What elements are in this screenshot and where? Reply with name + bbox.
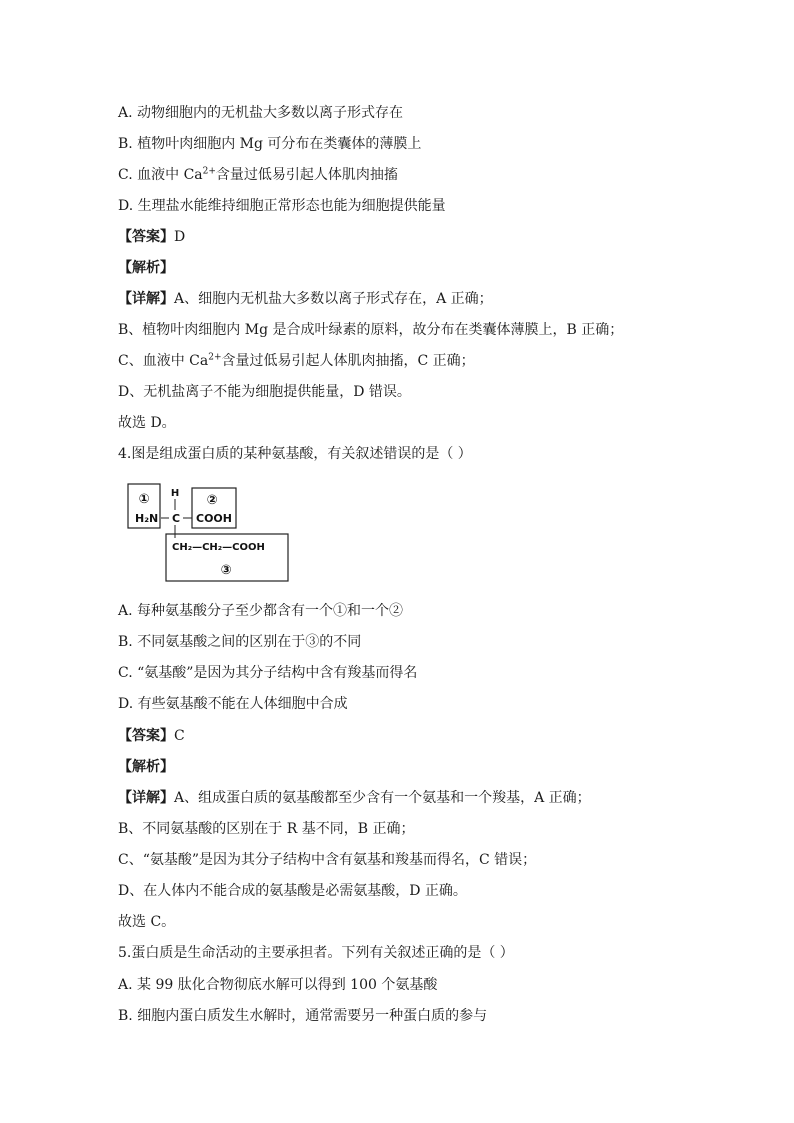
q4-stem: 4.图是组成蛋白质的某种氨基酸，有关叙述错误的是（ ） — [118, 446, 472, 462]
q3-option-c-text: C. 血液中 Ca — [118, 167, 203, 183]
q3-detail-d: D、无机盐离子不能为细胞提供能量，D 错误。 — [118, 384, 411, 400]
detail-tag: 【详解】 — [118, 790, 174, 806]
box2-label: ② — [206, 493, 218, 508]
q5-stem: 5.蛋白质是生命活动的主要承担者。下列有关叙述正确的是（ ） — [118, 945, 514, 961]
detail-c-sup: 2+ — [208, 352, 222, 363]
box1-label: ① — [138, 492, 150, 507]
q3-detail-c — [118, 351, 475, 371]
box3-label: ③ — [220, 563, 232, 578]
q4-choose: 故选 C。 — [118, 914, 176, 930]
answer-tag: 【答案】 — [118, 229, 174, 245]
side-chain-label: CH₂—CH₂—COOH — [172, 542, 265, 553]
detail-a-text: A、组成蛋白质的氨基酸都至少含有一个氨基和一个羧基，A 正确； — [174, 790, 591, 806]
q4-detail-c: C、“氨基酸”是因为其分子结构中含有氨基和羧基而得名，C 错误； — [118, 852, 537, 868]
q3-option-d: D. 生理盐水能维持细胞正常形态也能为细胞提供能量 — [118, 198, 446, 214]
q4-detail-b: B、不同氨基酸的区别在于 R 基不同，B 正确； — [118, 821, 415, 837]
q4-option-d: D. 有些氨基酸不能在人体细胞中合成 — [118, 696, 348, 712]
detail-c-text: C、血液中 Ca — [118, 353, 209, 369]
q5-option-a: A. 某 99 肽化合物彻底水解可以得到 100 个氨基酸 — [118, 977, 438, 993]
q4-detail-d: D、在人体内不能合成的氨基酸是必需氨基酸，D 正确。 — [118, 883, 467, 899]
q3-choose: 故选 D。 — [118, 415, 176, 431]
h-label: H — [170, 488, 180, 499]
q4-analysis-tag: 【解析】 — [118, 759, 174, 775]
q3-option-b: B. 植物叶肉细胞内 Mg 可分布在类囊体的薄膜上 — [118, 136, 422, 152]
q5-option-b: B. 细胞内蛋白质发生水解时，通常需要另一种蛋白质的参与 — [118, 1008, 488, 1024]
amino-acid-structure-diagram — [126, 482, 292, 584]
q3-option-c — [118, 165, 398, 185]
q4-detail-a — [118, 788, 591, 808]
q3-detail-a — [118, 289, 493, 309]
c-label: C — [171, 512, 181, 525]
answer-value: D — [174, 229, 186, 245]
cooh-label: COOH — [196, 512, 232, 525]
q4-answer — [118, 726, 185, 746]
q3-answer — [118, 227, 185, 247]
q3-analysis-tag: 【解析】 — [118, 260, 174, 276]
detail-c-text2: 含量过低易引起人体肌肉抽搐，C 正确； — [221, 353, 475, 369]
detail-a-text: A、细胞内无机盐大多数以离子形式存在，A 正确； — [174, 291, 493, 307]
answer-tag: 【答案】 — [118, 728, 174, 744]
h2n-label: H₂N — [135, 512, 159, 525]
q4-option-b: B. 不同氨基酸之间的区别在于③的不同 — [118, 634, 362, 650]
q3-option-a: A. 动物细胞内的无机盐大多数以离子形式存在 — [118, 105, 404, 121]
q3-detail-b: B、植物叶肉细胞内 Mg 是合成叶绿素的原料，故分布在类囊体薄膜上，B 正确； — [118, 322, 624, 338]
answer-value: C — [174, 728, 185, 744]
q3-option-c-sup: 2+ — [202, 166, 216, 177]
q4-option-c: C. “氨基酸”是因为其分子结构中含有羧基而得名 — [118, 665, 418, 681]
q4-option-a: A. 每种氨基酸分子至少都含有一个①和一个② — [118, 603, 404, 619]
q3-option-c-text2: 含量过低易引起人体肌肉抽搐 — [215, 167, 398, 183]
detail-tag: 【详解】 — [118, 291, 174, 307]
